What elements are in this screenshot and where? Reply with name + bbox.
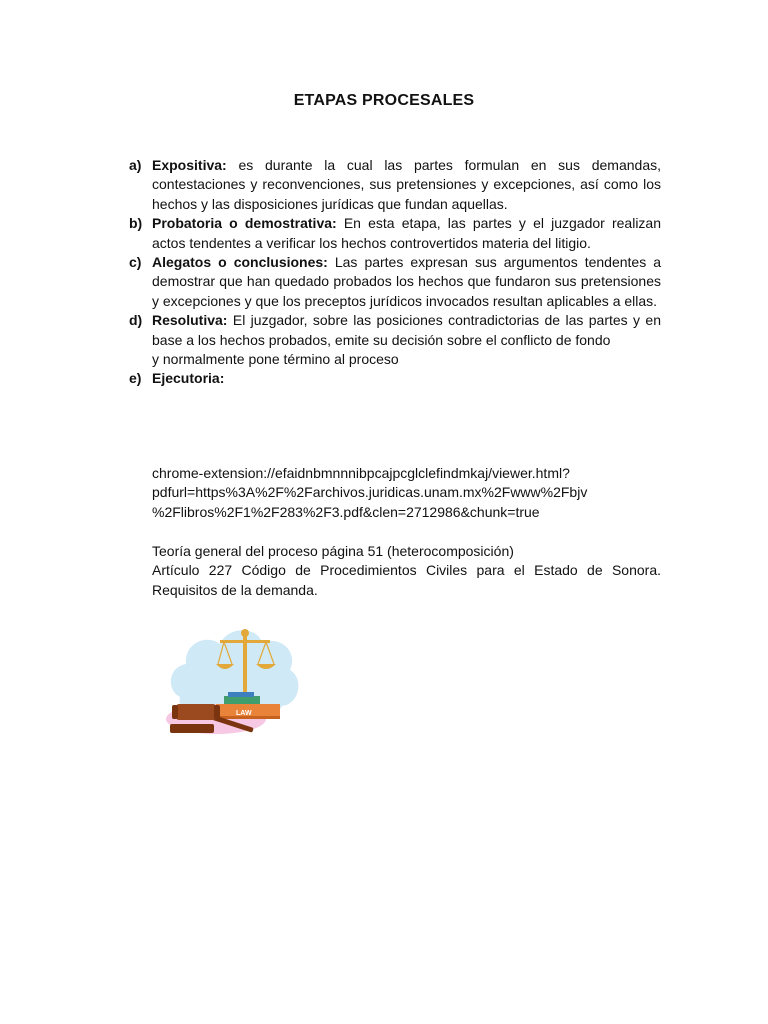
stage-letter: c) [129,254,142,271]
stage-description: El juzgador, sobre las posiciones contradictorias de las partes y en base a los hechos probados, emite su decisión sobre el conflicto de fondo [152,312,661,348]
url-line: chrome-extension://efaidnbmnnnibpcajpcglclefindmkaj/viewer.html? [152,465,570,481]
stage-list [129,156,661,389]
stage-extra-line: y normalmente pone término al proceso [152,351,399,368]
stage-letter: e) [129,370,142,387]
stage-description: Las partes expresan sus argumentos tendentes a demostrar que han quedado probados los hechos que fundaron sus pretensiones y excepciones y que los preceptos jurídicos invocados resultan aplicables a ellas. [152,254,661,309]
stage-name: Probatoria o demostrativa: [152,215,337,232]
reference-line: Artículo 227 Código de Procedimientos Civiles para el Estado de Sonora. Requisitos de la demanda. [152,562,661,598]
stage-description: En esta etapa, las partes y el juzgador realizan actos tendentes a verificar los hechos controvertidos materia del litigio. [152,215,662,251]
stage-name: Expositiva: [152,157,227,173]
stage-description: es durante la cual las partes formulan en sus demandas, contestaciones y reconvenciones, sus pretensiones y excepciones, así como los hechos y las disposiciones jurídicas que fundan aquellas. [152,157,661,212]
page-title: ETAPAS PROCESALES [293,92,475,109]
stage-item-expositiva [129,156,661,214]
stage-name: Resolutiva: [152,312,228,329]
source-url [152,464,661,522]
reference-line: Teoría general del proceso página 51 (heterocomposición) [152,543,514,559]
stage-letter: b) [129,215,143,232]
stage-name: Ejecutoria: [152,370,225,387]
stage-item-ejecutoria [129,369,661,388]
stage-letter: d) [129,312,143,329]
book-label: LAW [236,710,252,717]
url-line: pdfurl=https%3A%2F%2Farchivos.juridicas.unam.mx%2Fwww%2Fbjv [152,484,588,501]
stage-letter: a) [129,157,142,173]
stage-item-resolutiva [129,311,661,369]
url-line: %2Flibros%2F1%2F283%2F3.pdf&clen=2712986&chunk=true [152,503,540,520]
law-illustration [158,612,308,757]
stage-item-alegatos [129,253,661,311]
references [152,542,661,600]
stage-item-probatoria [129,214,661,253]
stage-name: Alegatos o conclusiones: [152,254,328,271]
